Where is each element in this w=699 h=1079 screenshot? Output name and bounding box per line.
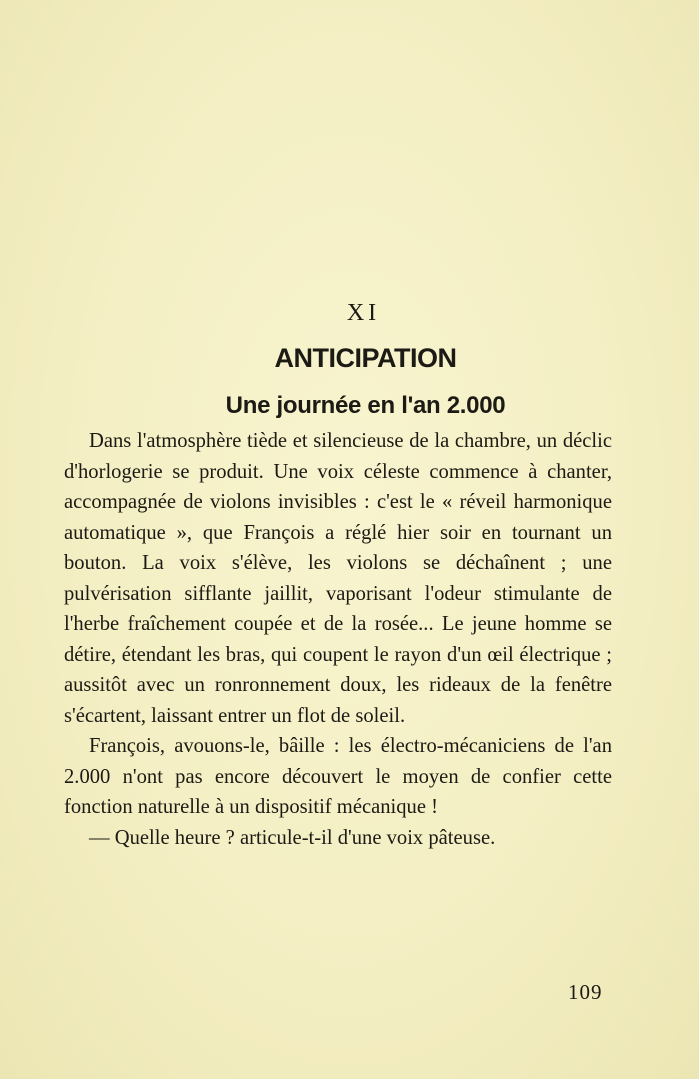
body-text	[64, 426, 612, 853]
paragraph-2: François, avouons-le, bâille : les électro-mécaniciens de l'an 2.000 n'ont pas encore découvert le moyen de confier cette fonction naturelle à un dispositif mécanique !	[64, 735, 612, 818]
chapter-title: ANTICIPATION	[274, 343, 457, 373]
page-number: 109	[568, 980, 603, 1004]
paragraph-3: — Quelle heure ? articule-t-il d'une voix pâteuse.	[89, 826, 496, 849]
chapter-number: XI	[346, 300, 381, 326]
paragraph-1: Dans l'atmosphère tiède et silencieuse de la chambre, un déclic d'horlogerie se produit. Une voix céleste commence à chanter, accompagnée de violons invisibles : c'est le « réveil harmonique automatique », que François a réglé hier soir en tournant un bouton. La voix s'élève, les violons se déchaînent ; une pulvérisation sifflante jaillit, vaporisant l'odeur stimulante de l'herbe fraîchement coupée et de la rosée... Le jeune homme se détire, étendant les bras, qui coupent le rayon d'un œil électrique ; aussitôt avec un ronronnement doux, les rideaux de la fenêtre s'écartent, laissant entrer un flot de soleil.	[64, 430, 612, 727]
chapter-subtitle: Une journée en l'an 2.000	[225, 392, 506, 419]
